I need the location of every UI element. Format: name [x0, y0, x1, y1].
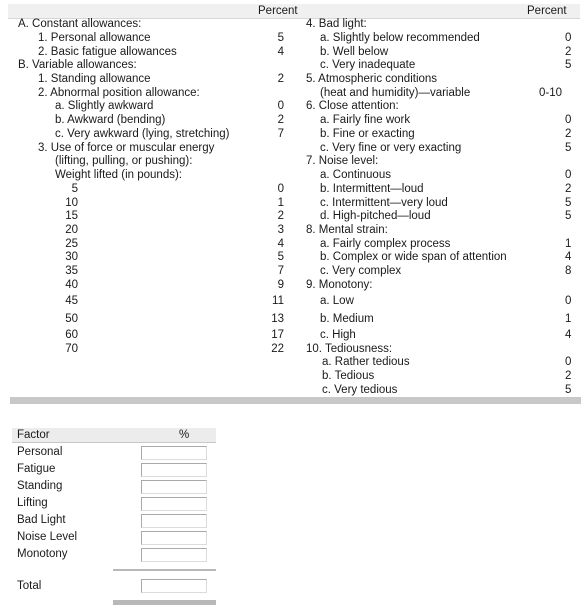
- right-item-value: 0: [565, 295, 572, 307]
- weight-allowance-value: 4: [277, 238, 284, 250]
- right-item-value: 5: [565, 59, 572, 71]
- weight-allowance-value: 1: [277, 197, 284, 209]
- right-item-label: 4. Bad light:: [306, 18, 367, 30]
- right-item-value: 5: [565, 384, 572, 396]
- right-item-label: b. Medium: [320, 313, 374, 325]
- left-item-value: 0: [277, 100, 284, 112]
- bottom-rule: [113, 600, 216, 605]
- weight-lifted-label: 25: [65, 238, 78, 250]
- right-item-label: 7. Noise level:: [306, 155, 379, 167]
- right-item-label: d. High-pitched—loud: [320, 210, 431, 222]
- right-item-label: c. Intermittent—very loud: [320, 197, 448, 209]
- factor-percent-input[interactable]: [141, 497, 207, 511]
- right-item-value: 0-10: [538, 87, 562, 99]
- factor-label: Personal: [17, 446, 63, 458]
- left-item-label: b. Awkward (bending): [55, 114, 166, 126]
- left-item-label: a. Slightly awkward: [55, 100, 154, 112]
- weight-lifted-label: 10: [65, 197, 78, 209]
- left-item-label: B. Variable allowances:: [18, 59, 137, 71]
- weight-allowance-value: 7: [277, 265, 284, 277]
- left-item-label: 1. Standing allowance: [38, 73, 151, 85]
- left-item-label: 3. Use of force or muscular energy: [38, 142, 215, 154]
- left-item-value: 2: [277, 73, 284, 85]
- right-item-label: 8. Mental strain:: [306, 224, 388, 236]
- right-item-label: a. Rather tedious: [322, 356, 410, 368]
- total-label: Total: [17, 580, 42, 592]
- right-item-value: 1: [565, 313, 572, 325]
- left-item-value: 2: [277, 114, 284, 126]
- right-item-label: b. Well below: [320, 46, 389, 58]
- factor-label: Lifting: [17, 497, 48, 509]
- weight-allowance-value: 3: [277, 224, 284, 236]
- right-item-label: b. Complex or wide span of attention: [320, 251, 507, 263]
- right-item-label: 9. Monotony:: [306, 279, 373, 291]
- right-item-label: a. Fairly complex process: [320, 238, 451, 250]
- weight-lifted-label: 70: [65, 343, 78, 355]
- percent-header-left: Percent: [258, 5, 298, 17]
- left-item-label: 2. Abnormal position allowance:: [38, 87, 200, 99]
- right-item-value: 1: [565, 238, 572, 250]
- weight-lifted-label: 15: [65, 210, 78, 222]
- weight-allowance-value: 13: [271, 313, 284, 325]
- weight-lifted-label: 20: [65, 224, 78, 236]
- factor-label: Standing: [17, 480, 63, 492]
- left-item-value: 7: [277, 128, 284, 140]
- left-item-value: 4: [277, 46, 284, 58]
- right-item-label: c. Very fine or very exacting: [320, 142, 462, 154]
- factor-percent-input[interactable]: [141, 531, 207, 545]
- right-item-label: 6. Close attention:: [306, 100, 399, 112]
- right-item-value: 5: [565, 142, 572, 154]
- weight-lifted-label: 50: [65, 313, 78, 325]
- factor-percent-input[interactable]: [141, 514, 207, 528]
- right-item-value: 4: [565, 251, 572, 263]
- factor-percent-input[interactable]: [141, 480, 207, 494]
- right-item-label: a. Fairly fine work: [320, 114, 411, 126]
- factor-percent-input[interactable]: [141, 463, 207, 477]
- right-item-label: c. Very tedious: [322, 384, 398, 396]
- right-item-label: 10. Tediousness:: [306, 343, 393, 355]
- section-divider: [10, 397, 581, 404]
- right-item-label: 5. Atmospheric conditions: [306, 73, 438, 85]
- right-item-label: c. Very complex: [320, 265, 402, 277]
- right-item-value: 2: [565, 128, 572, 140]
- factor-label: Noise Level: [17, 531, 78, 543]
- right-item-value: 2: [565, 46, 572, 58]
- right-item-value: 0: [565, 114, 572, 126]
- weight-allowance-value: 9: [277, 279, 284, 291]
- left-item-value: 5: [277, 32, 284, 44]
- factor-percent-input[interactable]: [141, 548, 207, 562]
- left-item-label: A. Constant allowances:: [18, 18, 142, 30]
- total-rule: [113, 569, 216, 571]
- factor-label: Fatigue: [17, 463, 56, 475]
- factor-label: Bad Light: [17, 514, 66, 526]
- right-item-label: c. High: [320, 329, 356, 341]
- left-item-label: 1. Personal allowance: [38, 32, 151, 44]
- right-item-label: b. Tedious: [322, 370, 375, 382]
- weight-lifted-label: 35: [65, 265, 78, 277]
- right-item-value: 2: [565, 370, 572, 382]
- left-item-label: c. Very awkward (lying, stretching): [55, 128, 230, 140]
- left-item-label: (lifting, pulling, or pushing):: [55, 155, 193, 167]
- factor-percent-input[interactable]: [141, 446, 207, 460]
- weight-lifted-label: 60: [65, 329, 78, 341]
- weight-allowance-value: 11: [272, 295, 284, 307]
- right-item-label: b. Intermittent—loud: [320, 183, 424, 195]
- right-item-label: a. Slightly below recommended: [320, 32, 480, 44]
- right-item-label: (heat and humidity)—variable: [320, 87, 471, 99]
- right-item-label: a. Low: [320, 295, 354, 307]
- weight-allowance-value: 0: [277, 183, 284, 195]
- right-item-value: 5: [565, 210, 572, 222]
- weight-lifted-label: 5: [71, 183, 78, 195]
- weight-allowance-value: 22: [271, 343, 284, 355]
- weight-lifted-label: 40: [65, 279, 78, 291]
- right-item-value: 8: [565, 265, 572, 277]
- calculator-percent-header: %: [179, 429, 190, 441]
- weight-allowance-value: 2: [277, 210, 284, 222]
- left-item-label: 2. Basic fatigue allowances: [38, 46, 177, 58]
- weight-allowance-value: 5: [277, 251, 284, 263]
- right-item-label: b. Fine or exacting: [320, 128, 415, 140]
- right-item-value: 0: [565, 356, 572, 368]
- factor-label: Monotony: [17, 548, 68, 560]
- percent-header-right: Percent: [527, 5, 567, 17]
- weight-lifted-label: 30: [65, 251, 78, 263]
- right-item-value: 0: [565, 169, 572, 181]
- calculator-factor-header: Factor: [17, 429, 50, 441]
- total-percent-input[interactable]: [141, 579, 207, 593]
- weight-lifted-label: 45: [65, 295, 78, 307]
- right-item-label: a. Continuous: [320, 169, 391, 181]
- right-item-label: c. Very inadequate: [320, 59, 416, 71]
- left-item-label: Weight lifted (in pounds):: [55, 169, 182, 181]
- right-item-value: 4: [565, 329, 572, 341]
- right-item-value: 5: [565, 197, 572, 209]
- right-item-value: 0: [565, 32, 572, 44]
- right-item-value: 2: [565, 183, 572, 195]
- weight-allowance-value: 17: [271, 329, 284, 341]
